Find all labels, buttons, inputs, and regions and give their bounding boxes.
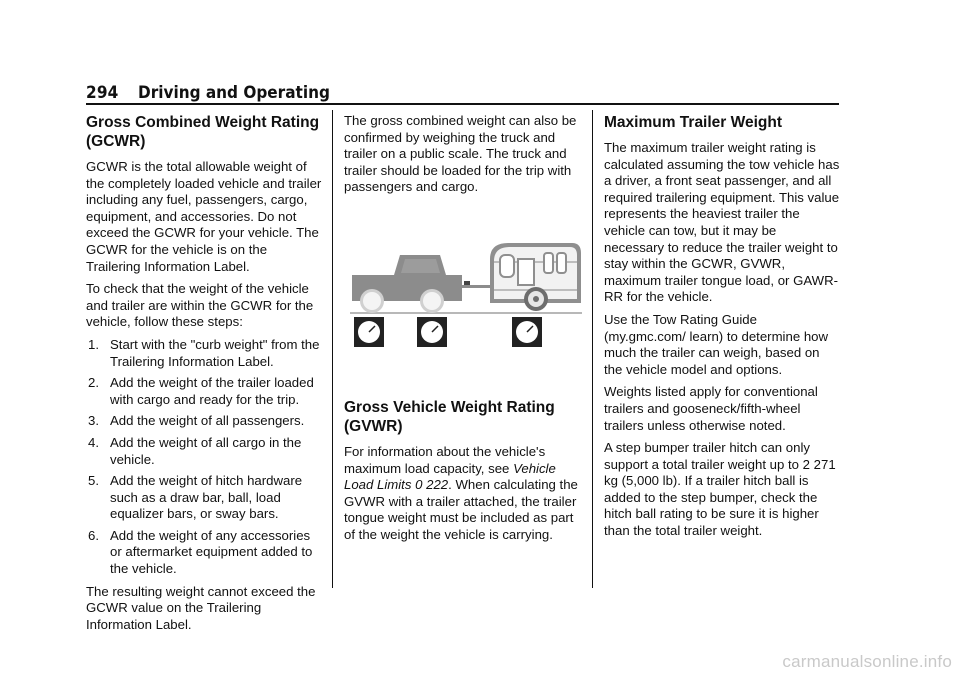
section-title: Driving and Operating [138, 83, 330, 103]
scale-icon [417, 317, 447, 347]
list-item [86, 528, 324, 578]
step-text: Add the weight of hitch hardware such as a draw bar, ball, load equalizer bars, or sway bars. [110, 473, 303, 522]
list-item [86, 413, 324, 430]
step-number: 2. [88, 375, 99, 391]
column-divider-right [592, 110, 593, 588]
public-scale-paragraph: The gross combined weight can also be confirmed by weighing the truck and trailer on a public scale. The truck and trailer should be loaded for the trip with passengers and cargo. [344, 113, 577, 195]
step-text: Start with the "curb weight" from the Trailering Information Label. [110, 336, 320, 369]
column-gcwr [86, 113, 324, 639]
gvwr-text-b: . When calculating the GVWR with a trailer attached, the trailer tongue weight must be included as part of the weight the vehicle is carrying. [344, 477, 578, 542]
max-trailer-weight-heading: Maximum Trailer Weight [604, 114, 783, 131]
max-trailer-paragraph-2: Use the Tow Rating Guide (my.gmc.com/ learn) to determine how much the trailer can weigh, based on the vehicle model and options. [604, 311, 829, 377]
step-text: Add the weight of the trailer loaded with cargo and ready for the trip. [110, 375, 314, 407]
truck-trailer-scale-illustration [350, 241, 582, 353]
gcwr-heading: Gross Combined Weight Rating (GCWR) [86, 114, 320, 150]
gcwr-paragraph-3: The resulting weight cannot exceed the GCWR value on the Trailering Information Label. [86, 583, 316, 632]
column-gvwr [344, 113, 580, 542]
page-header [86, 83, 838, 103]
list-item [86, 473, 324, 523]
scale-icon [512, 317, 542, 347]
gcwr-paragraph-1: GCWR is the total allowable weight of the completely loaded vehicle and trailer including any fuel, passengers, cargo, equipment, and accessories. Do not exceed the GCWR for your vehicle. The GCWR for the vehicle is on the Trailering Information Label. [86, 159, 322, 274]
step-number: 5. [88, 473, 99, 489]
vehicle-load-limits-link[interactable]: Vehicle Load Limits [344, 460, 556, 493]
gcwr-steps-list [86, 337, 324, 578]
gvwr-paragraph [344, 444, 580, 544]
gvwr-heading: Gross Vehicle Weight Rating (GVWR) [344, 399, 555, 435]
step-text: Add the weight of all cargo in the vehicle. [110, 434, 302, 467]
max-trailer-paragraph-1: The maximum trailer weight rating is calculated assuming the tow vehicle has a driver, a front seat passenger, and all required trailering equipment. This value represents the heaviest trailer the vehicle can tow, but it may be necessary to reduce the trailer weight to stay within the GCWR, GVWR, maximum trailer tongue load, or GAWR-RR for the vehicle. [604, 140, 840, 305]
max-trailer-paragraph-3: Weights listed apply for conventional trailers and gooseneck/fifth-wheel trailers unless otherwise noted. [604, 384, 818, 433]
camper-trailer-icon [490, 243, 581, 311]
gvwr-text-a: For information about the vehicle's maximum load capacity, see [344, 444, 546, 476]
column-max-trailer-weight [604, 113, 840, 546]
list-item [86, 435, 324, 468]
step-number: 4. [88, 434, 99, 450]
list-item [86, 337, 324, 370]
header-rule [86, 103, 839, 105]
step-text: Add the weight of all passengers. [110, 413, 305, 429]
list-item [86, 375, 324, 408]
column-divider-left [332, 110, 333, 588]
page-reference: 0 222 [411, 477, 449, 493]
gcwr-paragraph-2: To check that the weight of the vehicle and trailer are within the GCWR for the vehicle, follow these steps: [86, 281, 314, 330]
step-number: 6. [88, 527, 99, 543]
scale-icon [354, 317, 384, 347]
page-number: 294 [86, 83, 119, 103]
step-number: 1. [88, 336, 99, 352]
max-trailer-paragraph-4: A step bumper trailer hitch can only support a total trailer weight up to 2 271 kg (5,000 lb). If a trailer hitch ball is added to the step bumper, check the hitch ball rating to be sure it is higher than the total trailer weight. [604, 440, 836, 539]
step-text: Add the weight of any accessories or aftermarket equipment added to the vehicle. [110, 527, 313, 577]
step-number: 3. [88, 413, 99, 429]
watermark-text: carmanualsonline.info [782, 652, 952, 671]
truck-icon [352, 255, 490, 313]
